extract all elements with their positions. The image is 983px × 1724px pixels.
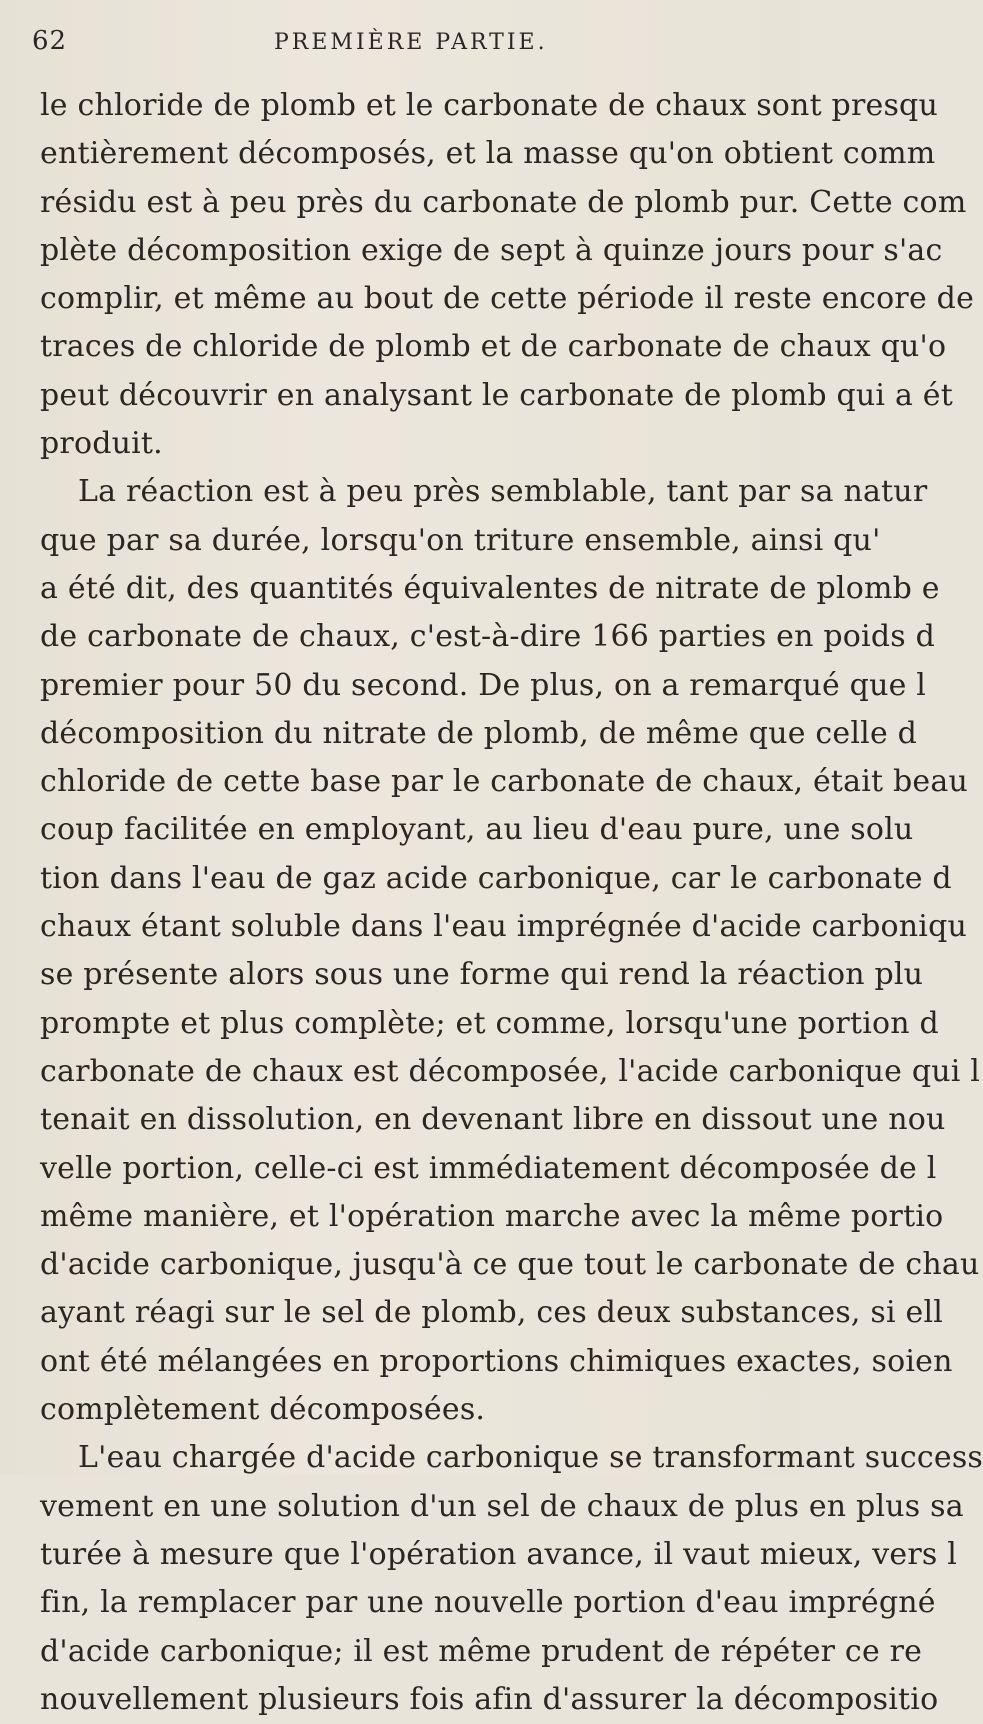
text-line: entièrement décomposés, et la masse qu'on obtient comm xyxy=(40,136,936,172)
text-line: La réaction est à peu près semblable, tant par sa natur xyxy=(78,474,928,510)
text-line: velle portion, celle-ci est immédiatement décomposée de l xyxy=(40,1150,937,1186)
text-line: chaux étant soluble dans l'eau imprégnée d'acide carboniqu xyxy=(40,909,968,945)
text-line: prompte et plus complète; et comme, lorsqu'une portion d xyxy=(40,1005,939,1041)
text-line: complir, et même au bout de cette période il reste encore de xyxy=(40,281,975,317)
text-line: chloride de cette base par le carbonate de chaux, était beau xyxy=(40,764,968,800)
text-line: vement en une solution d'un sel de chaux de plus en plus sa xyxy=(40,1488,964,1524)
body-text xyxy=(40,82,983,1724)
text-line: se présente alors sous une forme qui rend la réaction plu xyxy=(40,957,924,993)
page-header xyxy=(32,20,792,60)
text-line: traces de chloride de plomb et de carbonate de chaux qu'o xyxy=(40,329,947,365)
text-line: complètement décomposées. xyxy=(40,1392,486,1428)
text-line: ayant réagi sur le sel de plomb, ces deux substances, si ell xyxy=(40,1295,944,1331)
text-line: résidu est à peu près du carbonate de plomb pur. Cette com xyxy=(40,184,967,220)
text-line: d'acide carbonique; il est même prudent de répéter ce re xyxy=(40,1633,923,1669)
running-head: PREMIÈRE PARTIE. xyxy=(274,30,548,55)
text-line: coup facilitée en employant, au lieu d'eau pure, une solu xyxy=(40,812,914,848)
text-line: L'eau chargée d'acide carbonique se transformant success xyxy=(78,1440,983,1476)
text-line: décomposition du nitrate de plomb, de même que celle d xyxy=(40,715,918,751)
text-line: peut découvrir en analysant le carbonate de plomb qui a ét xyxy=(40,377,953,413)
text-line: nouvellement plusieurs fois afin d'assurer la décompositio xyxy=(40,1681,939,1717)
text-line: d'acide carbonique, jusqu'à ce que tout le carbonate de chau xyxy=(40,1247,980,1283)
text-line: premier pour 50 du second. De plus, on a remarqué que l xyxy=(40,667,927,703)
text-line: carbonate de chaux est décomposée, l'acide carbonique qui l xyxy=(40,1053,981,1089)
page-number: 62 xyxy=(32,26,68,56)
text-line: tion dans l'eau de gaz acide carbonique, car le carbonate d xyxy=(40,860,952,896)
text-line: produit. xyxy=(40,426,163,462)
text-line: de carbonate de chaux, c'est-à-dire 166 parties en poids d xyxy=(40,619,935,655)
text-line: fin, la remplacer par une nouvelle portion d'eau imprégné xyxy=(40,1585,936,1621)
text-line: plète décomposition exige de sept à quinze jours pour s'ac xyxy=(40,232,943,268)
text-line: turée à mesure que l'opération avance, il vaut mieux, vers l xyxy=(40,1536,958,1572)
text-line: même manière, et l'opération marche avec la même portio xyxy=(40,1198,944,1234)
text-line: tenait en dissolution, en devenant libre en dissout une nou xyxy=(40,1102,946,1138)
text-line: ont été mélangées en proportions chimiques exactes, soien xyxy=(40,1343,953,1379)
text-line: que par sa durée, lorsqu'on triture ensemble, ainsi qu' xyxy=(40,522,881,558)
text-line: a été dit, des quantités équivalentes de nitrate de plomb e xyxy=(40,570,940,606)
text-line: le chloride de plomb et le carbonate de chaux sont presqu xyxy=(40,88,938,123)
